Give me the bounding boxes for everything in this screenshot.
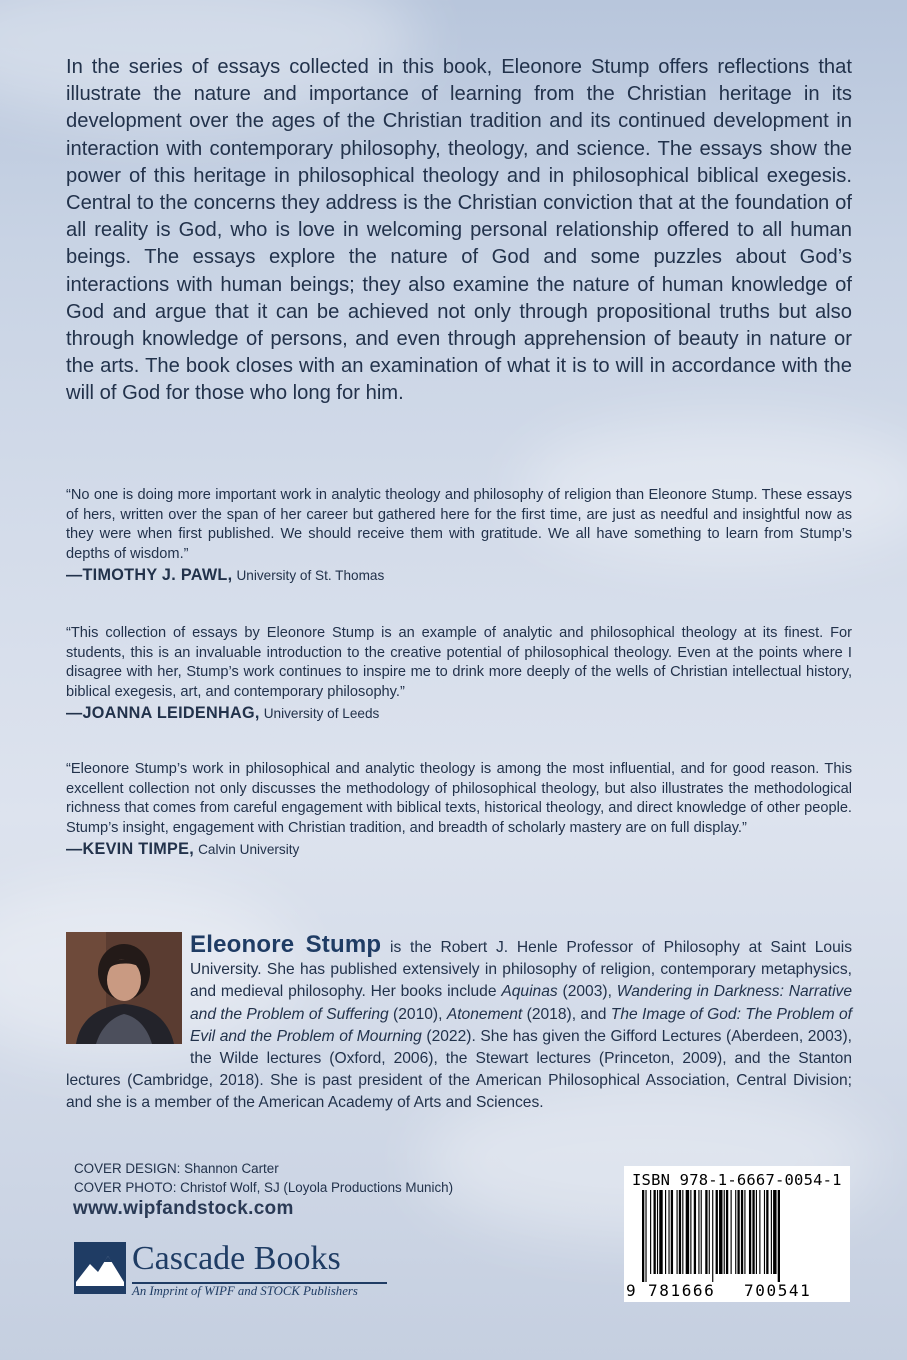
barcode-right-digits: 700541 [744,1281,812,1300]
barcode-lead-digit: 9 [626,1281,636,1300]
barcode-bar [698,1190,699,1274]
endorsement-1 [66,486,852,587]
cover-photo-credit: COVER PHOTO: Christof Wolf, SJ (Loyola Productions Munich) [74,1179,454,1195]
barcode-bar [694,1190,696,1274]
endorser-name: —JOANNA LEIDENHAG, [66,704,260,723]
endorsement-text: “No one is doing more important work in analytic theology and philosophy of religion than Eleonore Stump. These essays of hers, written over the span of her career but gathered here for the first time, are just as needful and insightful now as they were when first published. We should receive them with gratitude. We all have something to learn from Stump’s depths of wisdom.” [66,487,852,562]
publisher-tagline: An Imprint of WIPF and STOCK Publishers [132,1284,358,1298]
barcode-bar [709,1190,710,1274]
barcode-bar [766,1190,768,1274]
barcode-bar [665,1190,666,1274]
endorser-affiliation: University of Leeds [263,706,380,722]
barcode-bar [773,1190,776,1274]
barcode-bar [737,1190,739,1274]
barcode-bar [690,1190,691,1274]
barcode-bar [701,1190,702,1274]
barcode-bar [719,1190,722,1274]
publisher-name: Cascade Books [132,1240,341,1277]
barcode-bar [705,1190,707,1274]
barcode-bar [716,1190,718,1274]
barcode-bar [752,1190,754,1274]
barcode-bar [668,1190,669,1274]
barcode-bar [731,1190,732,1274]
endorser-affiliation: University of St. Thomas [236,568,385,584]
endorsement-text: “This collection of essays by Eleonore Stump is an example of analytic and philosophical theology at its finest. For students, this is an invaluable introduction to the creative potential of philosophical theology. Even at the points where I disagree with her, Stump’s work continues to inspire me to drink more deeply of the wells of Christian intellectual history, biblical exegesis, art, and contemporary philosophy.” [66,625,852,700]
cover-design-credit: COVER DESIGN: Shannon Carter [74,1161,279,1176]
barcode-bar [645,1190,646,1282]
barcode-bar [679,1190,681,1274]
cover-credits [74,1160,453,1197]
endorsement-attribution [66,566,852,587]
barcode-bar [741,1190,743,1274]
barcode-bar [759,1190,760,1274]
endorsement-attribution [66,704,852,725]
barcode-bar [778,1190,780,1282]
barcode-bar [712,1190,713,1282]
author-name: Eleonore Stump [190,931,382,958]
barcode-bar [659,1190,662,1274]
barcode-bars [636,1190,842,1286]
barcode-bar [724,1190,725,1274]
barcode-bar [671,1190,673,1274]
publisher-website-link[interactable]: www.wipfandstock.com [73,1198,294,1219]
endorsement-3 [66,760,852,861]
book-title: Atonement [446,1005,523,1023]
barcode-left-digits: 781666 [648,1281,716,1300]
book-title: The Image of God: The Problem of Evil and the Problem of Mourning [190,1005,852,1045]
barcode-bar [654,1190,656,1274]
barcode-bar [642,1190,644,1282]
barcode-bar [735,1190,736,1274]
isbn-label: ISBN 978-1-6667-0054-1 [632,1171,842,1189]
barcode-bar [657,1190,658,1274]
barcode-bar [682,1190,683,1274]
barcode-bar [744,1190,745,1274]
barcode-bar [749,1190,751,1274]
barcode-bar [756,1190,757,1274]
book-title: Wandering in Darkness: Narrative and the Problem of Suffering [190,983,853,1023]
barcode-bar [771,1190,772,1274]
endorsement-text: “Eleonore Stump’s work in philosophical and analytic theology is among the most influential, and for good reason. This excellent collection not only discusses the methodology of philosophical theology, but also illustrates the methodological richness that comes from careful engagement with biblical texts, historical theology, and direct knowledge of other people. Stump’s insight, engagement with Christian tradition, and breadth of scholarly mastery are on full display.” [66,761,852,836]
isbn-barcode [624,1166,850,1302]
bio-text: (2018), and [522,1005,611,1023]
endorsement-attribution [66,840,852,861]
bio-text: (2003), [557,983,617,1001]
endorsement-2 [66,624,852,725]
endorser-affiliation: Calvin University [198,842,300,858]
endorser-name: —KEVIN TIMPE, [66,840,195,859]
barcode-bar [686,1190,689,1274]
bio-text: is the Robert J. Henle Professor of Philosophy at Saint Louis University. She has published extensively in philosophy of religion, contemporary metaphysics, and medieval philosophy. Her books include [190,939,852,1001]
barcode-bar [677,1190,678,1274]
mountain-logo-icon [74,1242,126,1294]
barcode-bar [726,1190,728,1274]
publisher-logo [74,1240,394,1300]
endorser-name: —TIMOTHY J. PAWL, [66,566,233,585]
book-description: In the series of essays collected in this book, Eleonore Stump offers reflections that illustrate the nature and importance of learning from the Christian heritage in its development over the ages of the Christian tradition and its continued development in interaction with contemporary philosophy, theology, and science. The essays show the power of this heritage in philosophical theology and in philosophical biblical exegesis. Central to the concerns they address is the Christian conviction that at the foundation of all reality is God, who is love in welcoming personal relationship offered to all human beings. The essays explore the nature of God and some puzzles about God’s interactions with human beings; they also examine the nature of human knowledge of God and argue that it can be achieved not only through propositional truths but also through knowledge of persons, and even through apprehension of beauty in nature or the arts. The book closes with an examination of what it is to will in accordance with the will of God for those who long for him. [66,56,852,405]
barcode-bar [650,1190,651,1274]
author-bio [66,931,853,1115]
bio-text: (2022). She has given the Gifford Lectures (Aberdeen, 2003), the Wilde lectures (Oxford, 2006), the Stewart lectures (Princeton, 2009), and the Stanton lectures (Cambridge, 2018). She is past president of the American Philosophical Association, Central Division; and she is a member of the American Academy of Arts and Sciences. [66,1027,852,1112]
book-title: Aquinas [501,983,558,1001]
bio-text: (2010), [388,1005,447,1023]
barcode-bar [764,1190,765,1274]
